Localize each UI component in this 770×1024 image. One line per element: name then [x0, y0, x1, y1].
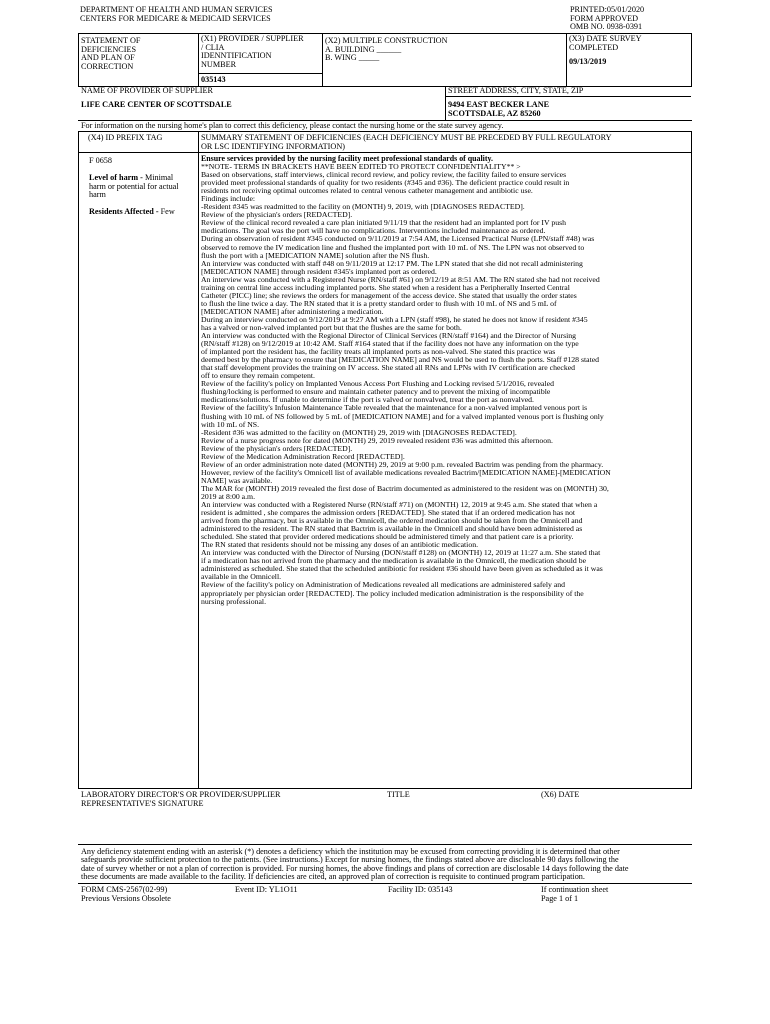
info-line: For information on the nursing home's plan to correct this deficiency, please contact the nursing home or the state survey agency. [81, 121, 504, 130]
continuation-block [541, 886, 608, 903]
summary-label: SUMMARY STATEMENT OF DEFICIENCIES (EACH DEFICIENCY MUST BE PRECEDED BY FULL REGULATORY OR LSC IDENTIFYING INFORMATION) [201, 133, 612, 151]
obsolete-note: Previous Versions Obsolete [81, 893, 171, 903]
harm-label: Level of harm - [89, 173, 145, 182]
deficiency-line: 2019 at 8:00 a.m. [201, 491, 256, 501]
deficiency-line: An interview was conducted with staff #48 on 9/11/2019 at 12:17 PM. The LPN stated that she did not recall administering [201, 258, 583, 268]
address-line-2: SCOTTSDALE, AZ 85260 [448, 109, 541, 118]
date-label: (X6) DATE [541, 790, 580, 799]
provider-name: LIFE CARE CENTER OF SCOTTSDALE [81, 100, 232, 109]
provider-name-label: NAME OF PROVIDER OF SUPPLIER [81, 86, 213, 95]
deficiency-line: to flush the line twice a day. The RN stated that it is a pretty standard order to flush with 10 mL of NS and 5 mL of [201, 298, 557, 308]
deficiency-line: available in the Omnicell. [201, 572, 282, 582]
deficiency-line: Review of the facility's Infusion Maintenance Table revealed that the maintenance for a non-valved implanted venous port is [201, 403, 588, 413]
deficiency-line: scheduled. She stated that provider ordered medications should be administered timely and that patient care is a priority. [201, 532, 574, 542]
harm-value: Minimal harm or potential for actual harm [89, 173, 179, 200]
deficiency-line: that staff development provides the training on IV access. She stated all RNs and LPNs with IV certification are checked [201, 363, 576, 373]
deficiency-line: -Resident #345 was readmitted to the facility on (MONTH) 9, 2019, with [DIAGNOSES REDACTED]. [201, 202, 525, 212]
agency-header [80, 6, 273, 23]
title-label: TITLE [387, 790, 410, 799]
deficiency-line: **NOTE- TERMS IN BRACKETS HAVE BEEN EDITED TO PROTECT CONFIDENTIALITY** > [201, 162, 521, 172]
x3-label: (X3) DATE SURVEY COMPLETED [569, 34, 642, 52]
deficiency-line: administered to the resident. The RN stated that Bactrim is available in the Omnicell and should have been administered as [201, 524, 583, 534]
x3-value: 09/13/2019 [569, 57, 607, 66]
deficiency-line: flushing/locking is performed to ensure and maintain catheter patency and to prevent the mixing of incompatible [201, 387, 551, 397]
deficiency-line: flush the port with a [MEDICATION NAME] solution after the NS flush. [201, 250, 430, 260]
deficiency-line: Review of the facility's policy on Administration of Medications revealed all medications are administered safely and [201, 580, 566, 590]
deficiency-title: Ensure services provided by the nursing facility meet professional standards of quality. [201, 154, 493, 163]
form-id: FORM CMS-2567(02-99) [81, 885, 168, 894]
harm-level [89, 174, 197, 200]
continuation-note: If continuation sheet [541, 885, 609, 894]
deficiency-line: (RN/staff #128) on 9/12/2019 at 10:42 AM. Staff #164 stated that if the facility does not have any information on the type [201, 339, 579, 349]
facility-id: Facility ID: 035143 [388, 885, 453, 894]
x1-value: 035143 [201, 75, 226, 84]
deficiency-line: Review of the Medication Administration Record [REDACTED]. [201, 451, 405, 461]
deficiency-line: The MAR for (MONTH) 2019 revealed the first dose of Bactrim documented as administered to the resident was on (MONTH) 30, [201, 483, 609, 493]
director-signature-label: LABORATORY DIRECTOR'S OR PROVIDER/SUPPLIER REPRESENTATIVE'S SIGNATURE [81, 790, 281, 808]
x4-label: (X4) ID PREFIX TAG [88, 133, 163, 142]
deficiency-line: medications. The goal was the port will have no complications. Interventions included maintenance as ordered. [201, 226, 546, 236]
residents-value: Few [160, 207, 175, 216]
deficiency-line: administered as scheduled. She stated that the scheduled antibiotic for resident #36 should have been given as scheduled as it was [201, 564, 603, 574]
deficiency-line: Based on observations, staff interviews, clinical record review, and policy review, the facility failed to ensure services [201, 170, 567, 180]
deficiency-line: An interview was conducted with a Registered Nurse (RN/staff #71) on (MONTH) 12, 2019 at 9:45 a.m. She stated that when a [201, 500, 598, 510]
deficiency-line: Findings include: [201, 194, 256, 204]
deficiency-line: provided meet professional standards of quality for two residents (#345 and #36). The deficient practice could result in [201, 178, 570, 188]
deficiency-line: During an interview conducted on 9/12/2019 at 9:27 AM with a LPN (staff #98), he stated he does not know if resident #345 [201, 314, 588, 324]
deficiency-line: The RN stated that residents should not be missing any doses of an antibiotic medication. [201, 540, 479, 550]
page-number: Page 1 of 1 [541, 893, 579, 903]
address-line-1: 9494 EAST BECKER LANE [448, 100, 550, 109]
deficiency-line: However, review of the facility's Omnicell list of available medications revealed Bactrim/[MEDICATION NAME]-[MEDICATION [201, 467, 611, 477]
deficiency-line: deemed best by the pharmacy to ensure that [MEDICATION NAME] and NS would be used to flush the ports. Staff #128 stated [201, 355, 600, 365]
deficiency-line: Review of an order administration note dated (MONTH) 29, 2019 at 9:00 p.m. revealed Bactrim was pending from the pharmacy. [201, 459, 604, 469]
agency-line-2: CENTERS FOR MEDICARE & MEDICAID SERVICES [80, 13, 271, 23]
deficiency-line: An interview was conducted with the Regional Director of Clinical Services (RN/staff #164) and the Director of Nursing [201, 331, 576, 341]
deficiency-line: resident is admitted , she compares the admission orders [REDACTED]. She stated that if an ordered medication has not [201, 508, 576, 518]
deficiency-line: During an observation of resident #345 conducted on 9/11/2019 at 7:54 AM, the Licensed Practical Nurse (LPN/staff #48) was [201, 234, 595, 244]
deficiency-line: Review of the facility's policy on Implanted Venous Access Port Flushing and Locking revised 5/1/2016, revealed [201, 379, 554, 389]
x2-label: (X2) MULTIPLE CONSTRUCTION A. BUILDING ______ B. WING _____ [325, 36, 448, 63]
tag-code: F 0658 [89, 156, 112, 165]
deficiency-line: Review of the physician's orders [REDACTED]. [201, 443, 353, 453]
statement-label: STATEMENT OF DEFICIENCIES AND PLAN OF CORRECTION [81, 36, 141, 71]
deficiency-line: [MEDICATION NAME] through resident #345's implanted port as ordered. [201, 266, 437, 276]
residents-label: Residents Affected - [89, 207, 161, 216]
form-id-block [81, 886, 171, 903]
omb-number: OMB NO. 0938-0391 [570, 22, 643, 32]
deficiency-line: medications/solutions. If unable to determine if the port is valved or nonvalved, treat the port as nonvalved. [201, 395, 534, 405]
deficiency-text [201, 155, 689, 606]
deficiency-line: An interview was conducted with the Director of Nursing (DON/staff #128) on (MONTH) 12, 2019 at 11:27 a.m. She stated that [201, 548, 601, 558]
deficiency-line: has a valved or non-valved implanted port but that the flushes are the same for both. [201, 322, 462, 332]
event-id: Event ID: YL1O11 [235, 885, 298, 894]
deficiency-line: An interview was conducted with a Registered Nurse (RN/staff #61) on 9/12/19 at 8:51 AM. The RN stated she had not received [201, 274, 600, 284]
deficiency-line: with 10 mL of NS. [201, 419, 260, 429]
residents-affected [89, 208, 175, 217]
deficiency-line: training on central line access including implanted ports. She stated when a resident has a Peripherally Inserted Central [201, 282, 570, 292]
deficiency-line: appropriately per physician order [REDACTED]. The policy included medication administration is the responsibility of the [201, 588, 584, 598]
deficiency-line: [MEDICATION NAME] after administering a medication. [201, 306, 384, 316]
deficiency-line: if a medication has not arrived from the pharmacy and the medication is available in the Omnicell, the medication should be [201, 556, 587, 566]
deficiency-line: Catheter (PICC) line; she reviews the orders for management of the access device. She stated that usually the order states [201, 290, 577, 300]
deficiency-line: off to ensure they remain competent. [201, 371, 315, 381]
deficiency-line: Review of a nurse progress note for dated (MONTH) 29, 2019 revealed resident #36 was admitted this afternoon. [201, 435, 553, 445]
deficiency-line: residents not receiving optimal outcomes related to central venous catheter management and antibiotic use. [201, 186, 533, 196]
deficiency-line: Review of the physician's orders [REDACTED]. [201, 210, 353, 220]
deficiency-line: flushing with 10 mL of NS followed by 5 mL of [MEDICATION NAME] and for a valved implanted venous port is flushing only [201, 411, 604, 421]
deficiency-line: NAME] was available. [201, 475, 273, 485]
deficiency-line: arrived from the pharmacy, but is available in the Omnicell, the ordered medication should be taken from the Omnicell and [201, 516, 583, 526]
deficiency-line: observed to remove the IV medication line and flushed the implanted port with 10 mL of NS. The LPN was not observed to [201, 242, 585, 252]
printed-date: PRINTED:05/01/2020 [570, 5, 645, 14]
deficiency-line: Review of the clinical record revealed a care plan initiated 9/11/19 that the resident had an implanted port for IV push [201, 218, 566, 228]
deficiency-line: of implanted port the resident has, the facility treats all implanted ports as non-valved. She stated this practice was [201, 347, 556, 357]
address-label: STREET ADDRESS, CITY, STATE, ZIP [448, 86, 584, 95]
form-approved: FORM APPROVED [570, 13, 639, 23]
deficiency-lines [201, 163, 689, 606]
disclaimer: Any deficiency statement ending with an asterisk (*) denotes a deficiency which the institution may be excused from correcting providing it is determined that other safeguards provide sufficient protection to the patients. (See instructions.) Except for nursing homes, the findings stated above are disclosable 90 days following the date of survey whether or not a plan of correction is provided. For nursing homes, the above findings and plans of correction are disclosable 14 days following the date these documents are made available to the facility. If deficiencies are cited, an approved plan of correction is requisite to continued program participation. [81, 847, 629, 881]
form-status [570, 6, 644, 32]
deficiency-line: nursing professional. [201, 596, 267, 606]
deficiency-line: -Resident #36 was admitted to the facility on (MONTH) 29, 2019 with [DIAGNOSES REDACTED]. [201, 427, 517, 437]
x1-label: (X1) PROVIDER / SUPPLIER / CLIA IDENNTIFICATION NUMBER [201, 34, 304, 69]
agency-line-1: DEPARTMENT OF HEALTH AND HUMAN SERVICES [80, 5, 273, 14]
